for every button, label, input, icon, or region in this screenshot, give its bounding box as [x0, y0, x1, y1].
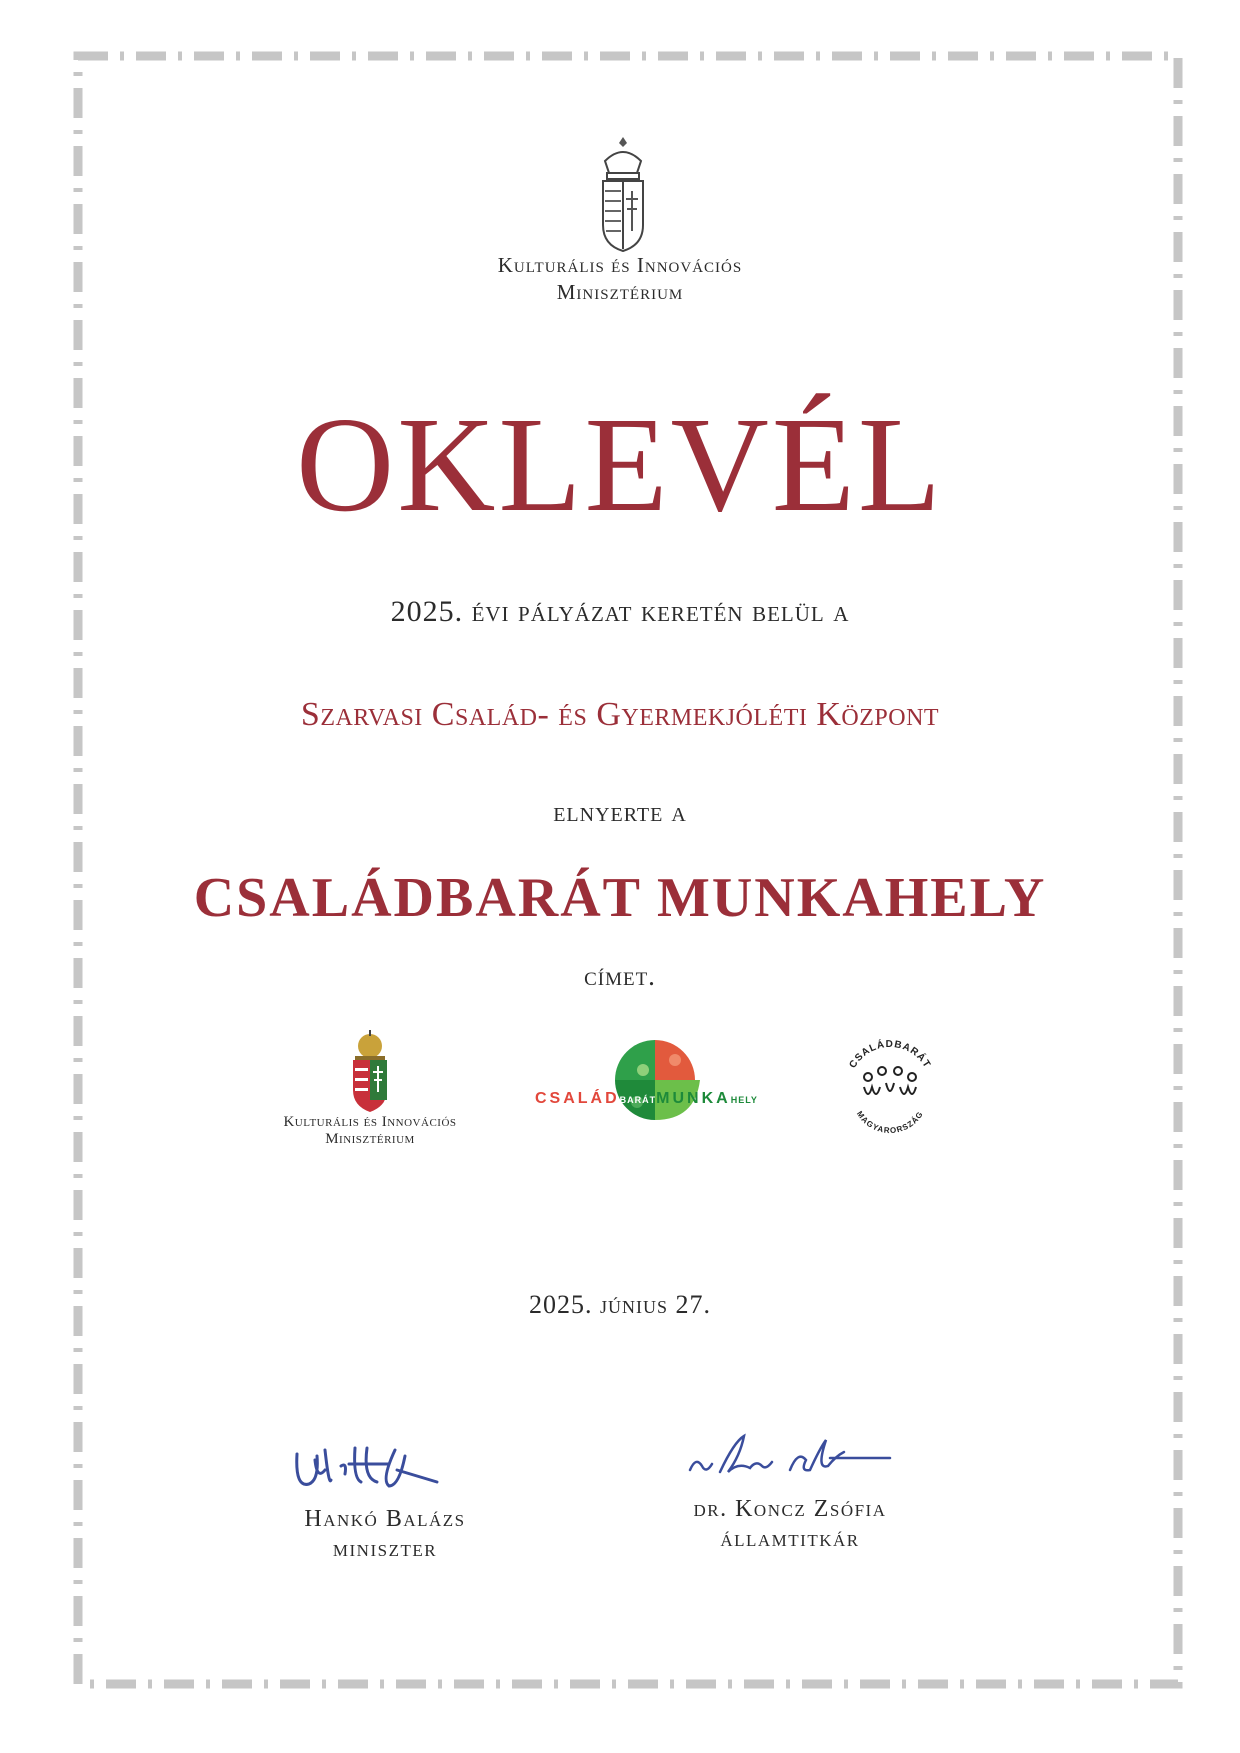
signatory-role-2: államtitkár: [720, 1526, 860, 1552]
ministry-logo-line2: Minisztérium: [325, 1131, 415, 1147]
csaladbarat-magyarorszag-logo: [830, 1025, 950, 1145]
signatory-name-2: dr. Koncz Zsófia: [693, 1496, 887, 1522]
title-suffix: címet.: [584, 961, 656, 991]
logo-text-hely: HELY: [730, 1095, 758, 1105]
puzzle-icon: [525, 1030, 795, 1145]
ministry-header-line2: Minisztérium: [556, 280, 684, 304]
round-logo-bottom-text: MAGYARORSZÁG: [854, 1109, 926, 1136]
logo-text-munka: MUNKA: [656, 1090, 731, 1107]
signature-block-state-secretary: [630, 1430, 950, 1554]
handwritten-signature-hanko: [285, 1440, 485, 1500]
award-title: CSALÁDBARÁT MUNKAHELY: [193, 867, 1047, 929]
handwritten-signature-koncz: [680, 1430, 900, 1490]
signatory-role-1: miniszter: [332, 1536, 438, 1562]
csaladbarat-munkahely-logo: [525, 1030, 795, 1145]
ministry-header: [0, 252, 1240, 306]
coat-of-arms-icon: [591, 135, 655, 255]
signature-block-minister: [225, 1440, 545, 1564]
won-line: elnyerte a: [553, 797, 687, 828]
recipient-name: Szarvasi Család- és Gyermekjóléti Központ: [300, 696, 940, 733]
logo-text-csalad: CSALÁD: [535, 1090, 620, 1107]
ministry-logo-line1: Kulturális és Innovációs: [283, 1114, 457, 1130]
logo-text-barat: BARÁT: [619, 1095, 657, 1105]
svg-text:MAGYARORSZÁG: [855, 1109, 925, 1135]
ministry-header-line1: Kulturális és Innovációs: [497, 253, 743, 277]
certificate-title: OKLEVÉL: [296, 390, 944, 540]
coat-of-arms-color-icon: [347, 1030, 393, 1114]
issue-date: 2025. június 27.: [528, 1290, 711, 1319]
signatory-name-1: Hankó Balázs: [304, 1506, 466, 1532]
round-logo-top-text: CSALÁDBARÁT: [847, 1038, 933, 1071]
ministry-logo: [240, 1030, 500, 1160]
svg-text:CSALÁDBARÁT: [847, 1037, 932, 1070]
intro-line: 2025. évi pályázat keretén belül a: [390, 595, 850, 628]
